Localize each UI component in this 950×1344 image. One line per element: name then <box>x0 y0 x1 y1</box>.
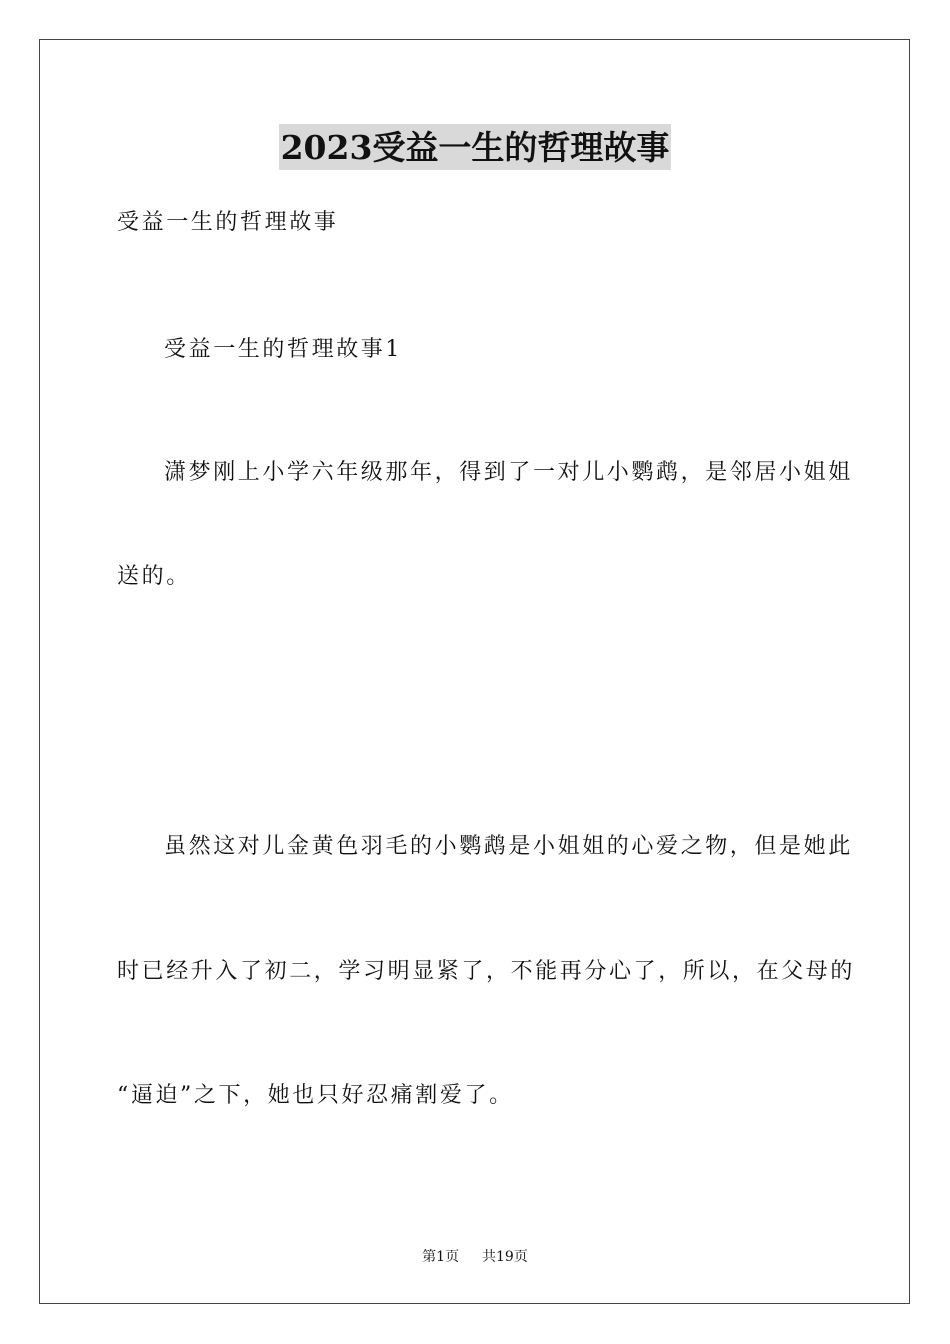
section-heading: 受益一生的哲理故事1 <box>164 337 402 362</box>
page-number: 第1页 <box>422 1249 460 1265</box>
document-title: 2023受益一生的哲理故事 <box>279 124 672 170</box>
paragraph-2-line-3: “逼迫”之下，她也只好忍痛割爱了。 <box>117 1083 514 1108</box>
paragraph-1-line-1: 潇梦刚上小学六年级那年，得到了一对儿小鹦鹉，是邻居小姐姐 <box>164 460 853 485</box>
paragraph-2-line-2: 时已经升入了初二，学习明显紧了，不能再分心了，所以，在父母的 <box>117 959 856 984</box>
document-subtitle: 受益一生的哲理故事 <box>117 210 339 235</box>
paragraph-1-line-2: 送的。 <box>117 564 191 589</box>
page-footer <box>0 1248 950 1266</box>
title-container <box>0 124 950 170</box>
paragraph-2-line-1: 虽然这对儿金黄色羽毛的小鹦鹉是小姐姐的心爱之物，但是她此 <box>164 834 853 859</box>
page-total: 共19页 <box>482 1249 528 1265</box>
